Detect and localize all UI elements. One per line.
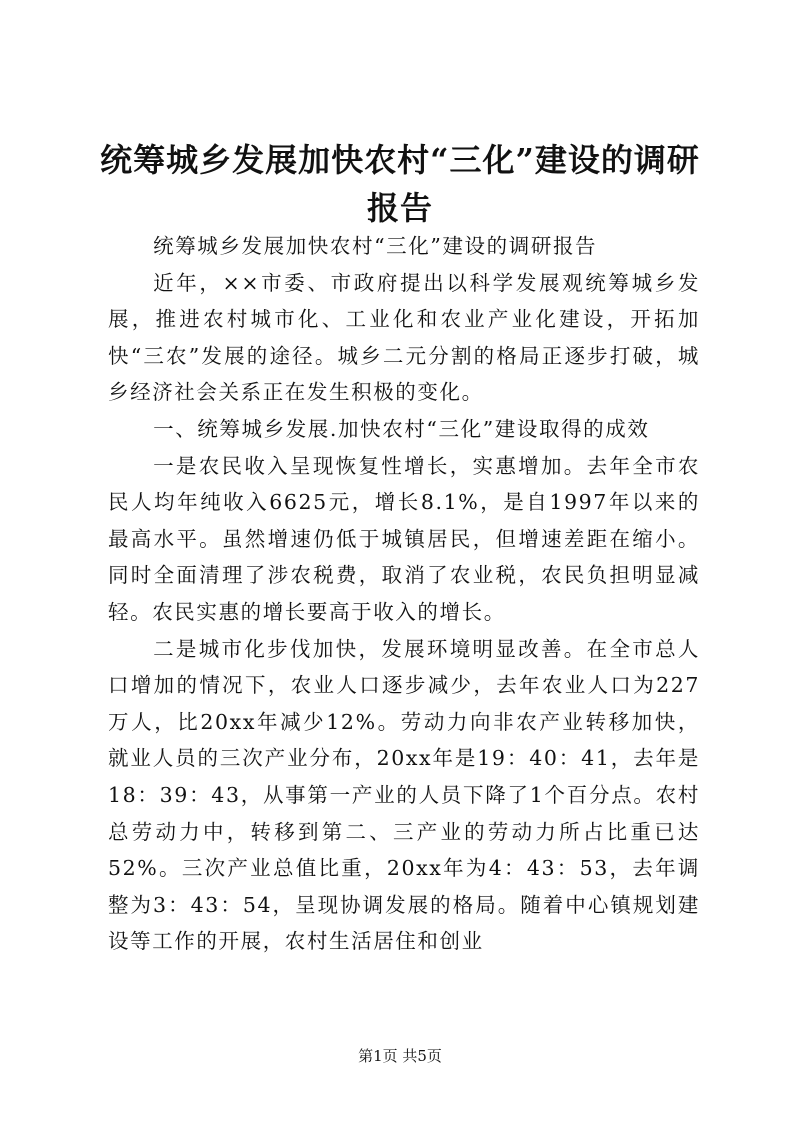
paragraph-subtitle: 统筹城乡发展加快农村“三化”建设的调研报告: [153, 234, 598, 258]
paragraph-intro: 近年，××市委、市政府提出以科学发展观统筹城乡发展，推进农村城市化、工业化和农业产业化建设，开拓加快“三农”发展的途径。城乡二元分割的格局正逐步打破，城乡经济社会关系正在发生积极的变化。: [108, 270, 700, 405]
document-title: 统筹城乡发展加快农村“三化”建设的调研报告: [100, 141, 700, 227]
document-body: [108, 228, 700, 960]
page-indicator: 第1页 共5页: [358, 1047, 442, 1065]
paragraph-urbanization: 二是城市化步伐加快，发展环境明显改善。在全市总人口增加的情况下，农业人口逐步减少，去年农业人口为227万人，比20xx年减少12%。劳动力向非农产业转移加快，就业人员的三次产业分布，20xx年是19：40：41，去年是18：39：43，从事第一产业的人员下降了1个百分点。农村总劳动力中，转移到第二、三产业的劳动力所占比重已达52%。三次产业总值比重，20xx年为4：43：53，去年调整为3：43：54，呈现协调发展的格局。随着中心镇规划建设等工作的开展，农村生活居住和创业: [108, 636, 700, 954]
paragraph-income: 一是农民收入呈现恢复性增长，实惠增加。去年全市农民人均年纯收入6625元，增长8.1%，是自1997年以来的最高水平。虽然增速仍低于城镇居民，但增速差距在缩小。同时全面清理了涉农税费，取消了农业税，农民负担明显减轻。农民实惠的增长要高于收入的增长。: [108, 453, 700, 624]
section-heading: 一、统筹城乡发展.加快农村“三化”建设取得的成效: [153, 416, 650, 441]
